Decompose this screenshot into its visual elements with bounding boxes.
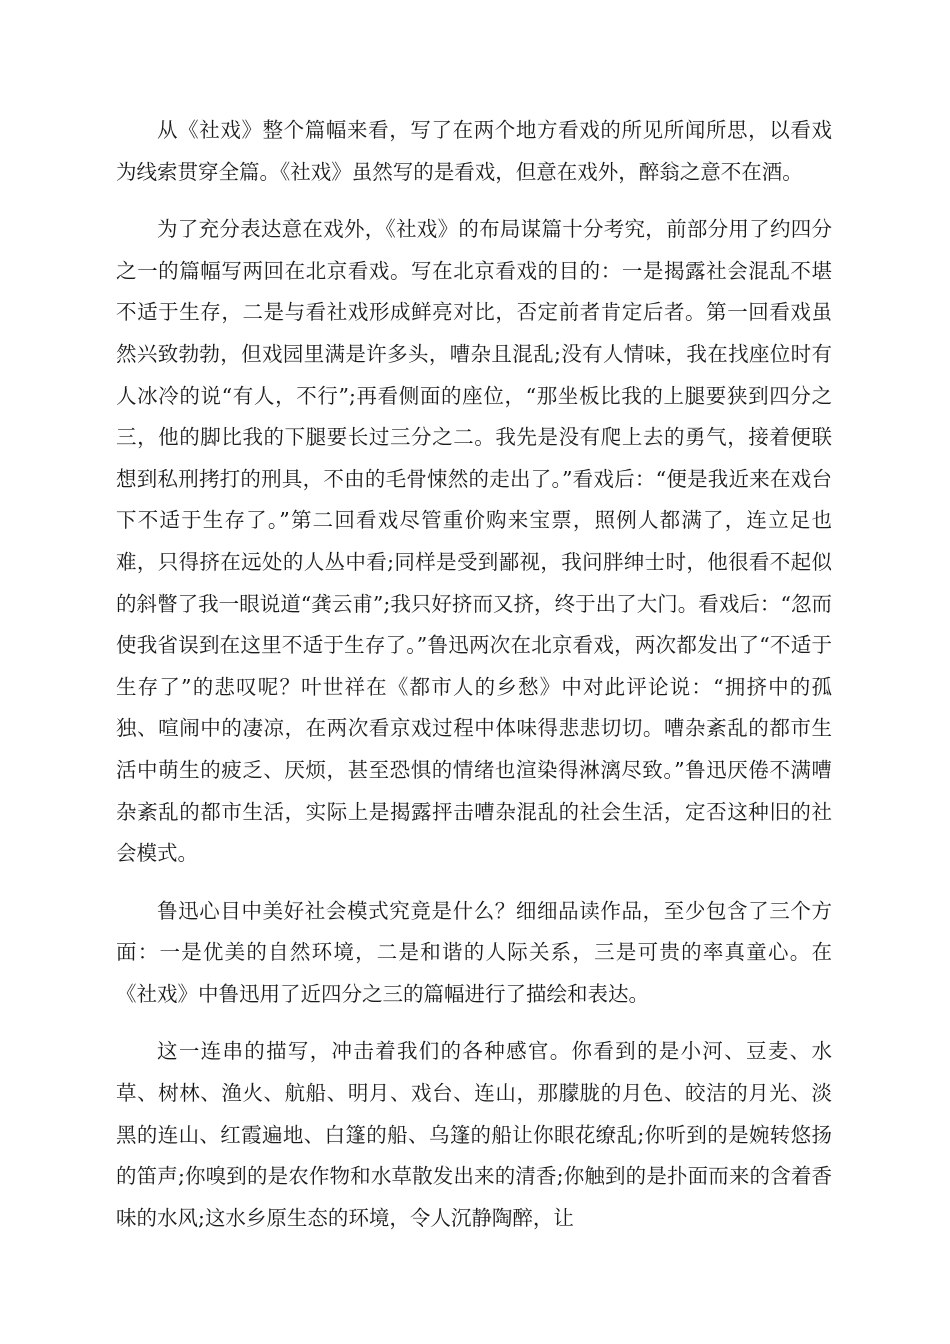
paragraph-1: 从《社戏》整个篇幅来看，写了在两个地方看戏的所见所闻所思，以看戏为线索贯穿全篇。《社戏》虽然写的是看戏，但意在戏外，醉翁之意不在酒。 <box>116 118 832 184</box>
paragraph-4: 这一连串的描写，冲击着我们的各种感官。你看到的是小河、豆麦、水草、树林、渔火、航船、明月、戏台、连山，那朦胧的月色、皎洁的月光、淡黑的连山、红霞遍地、白篷的船、乌篷的船让你眼花缭乱;你听到的是婉转悠扬的笛声;你嗅到的是农作物和水草散发出来的清香;你触到的是扑面而来的含着香味的水风;这水乡原生态的环境，令人沉静陶醉，让 <box>116 1039 832 1230</box>
paragraph-2: 为了充分表达意在戏外，《社戏》的布局谋篇十分考究，前部分用了约四分之一的篇幅写两回在北京看戏。写在北京看戏的目的：一是揭露社会混乱不堪不适于生存，二是与看社戏形成鲜亮对比，否定前者肯定后者。第一回看戏虽然兴致勃勃，但戏园里满是许多头，嘈杂且混乱;没有人情味，我在找座位时有人冰冷的说“有人，不行”;再看侧面的座位，“那坐板比我的上腿要狭到四分之三，他的脚比我的下腿要长过三分之二。我先是没有爬上去的勇气，接着便联想到私刑拷打的刑具，不由的毛骨悚然的走出了。”看戏后：“便是我近来在戏台下不适于生存了。”第二回看戏尽管重价购来宝票，照例人都满了，连立足也难，只得挤在远处的人丛中看;同样是受到鄙视，我问胖绅士时，他很看不起似的斜瞥了我一眼说道“龚云甫”;我只好挤而又挤，终于出了大门。看戏后：“忽而使我省误到在这里不适于生存了。”鲁迅两次在北京看戏，两次都发出了“不适于生存了”的悲叹呢？叶世祥在《都市人的乡愁》中对此评论说：“拥挤中的孤独、喧闹中的凄凉，在两次看京戏过程中体味得悲悲切切。嘈杂紊乱的都市生活中萌生的疲乏、厌烦，甚至恐惧的情绪也渲染得淋漓尽致。”鲁迅厌倦不满嘈杂紊乱的都市生活，实际上是揭露抨击嘈杂混乱的社会生活，定否这种旧的社会模式。 <box>116 217 832 866</box>
document-body <box>116 110 832 1255</box>
paragraph-3: 鲁迅心目中美好社会模式究竟是什么？细细品读作品，至少包含了三个方面：一是优美的自然环境，二是和谐的人际关系，三是可贵的率真童心。在《社戏》中鲁迅用了近四分之三的篇幅进行了描绘和表达。 <box>116 898 832 1006</box>
